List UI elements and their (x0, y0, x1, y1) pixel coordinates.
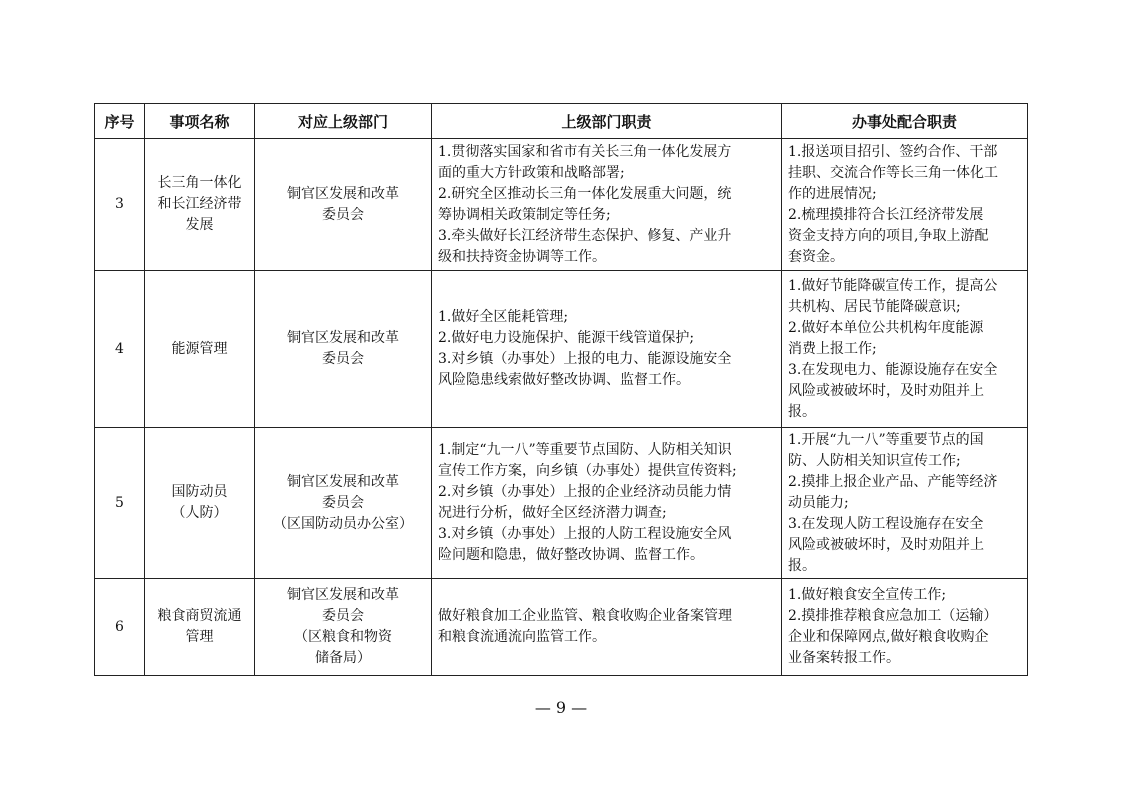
office-duty-cell (782, 579, 1028, 676)
cell-text-line: 铜官区发展和改革 (287, 330, 399, 346)
cell-text-line: 1.贯彻落实国家和省市有关长三角一体化发展方 (438, 143, 732, 160)
cell-text-line: 长三角一体化 (157, 175, 242, 191)
cell-text-line: 铜官区发展和改革 (287, 473, 399, 490)
cell-text-line: 共机构、居民节能降碳意识; (788, 298, 961, 315)
upper-duty-cell (432, 579, 782, 676)
serial-cell: 5 (95, 428, 145, 579)
cell-text-line: 粮食商贸流通 (157, 608, 242, 624)
cell-text-line: 2.做好电力设施保护、能源干线管道保护; (438, 330, 695, 346)
cell-text-line: 管理 (185, 629, 214, 645)
cell-text-line: 险问题和隐患，做好整改协调、监督工作。 (438, 547, 704, 563)
cell-text-line: 2.研究全区推动长三角一体化发展重大问题，统 (438, 185, 732, 202)
table-row (95, 139, 1028, 271)
dept-cell (255, 271, 432, 428)
duties-table (94, 103, 1028, 676)
cell-text-line: 消费上报工作; (788, 340, 877, 357)
cell-text-line: 2.摸排上报企业产品、产能等经济 (788, 473, 998, 490)
cell-text-line: 储备局） (315, 650, 371, 666)
table-row (95, 271, 1028, 428)
cell-text-line: 防、人防相关知识宣传工作; (788, 452, 961, 469)
cell-text-line: 况进行分析，做好全区经济潜力调查; (438, 505, 667, 521)
table-row (95, 428, 1028, 579)
dept-cell (255, 139, 432, 271)
cell-text-line: 风险或被破坏时，及时劝阻并上 (788, 536, 984, 553)
cell-text-line: 业备案转报工作。 (788, 650, 900, 666)
cell-text-line: （区粮食和物资 (294, 629, 392, 645)
cell-text-line: 委员会 (322, 494, 364, 511)
cell-text-line: 铜官区发展和改革 (287, 185, 399, 202)
serial-cell: 4 (95, 271, 145, 428)
cell-text-line: 委员会 (322, 351, 364, 367)
cell-text-line: 3.对乡镇（办事处）上报的电力、能源设施安全 (438, 351, 732, 367)
cell-text-line: 作的进展情况; (788, 185, 877, 202)
cell-text-line: 动员能力; (788, 494, 849, 511)
cell-text-line: 企业和保障网点,做好粮食收购企 (788, 629, 989, 645)
serial-cell: 3 (95, 139, 145, 271)
cell-text-line: 报。 (788, 403, 816, 420)
cell-text-line: 2.摸排推荐粮食应急加工（运输） (788, 608, 998, 624)
cell-text-line: 筹协调相关政策制定等任务; (438, 206, 611, 223)
cell-text-line: 委员会 (322, 608, 364, 624)
cell-text-line: （区国防动员办公室） (273, 515, 413, 532)
cell-text-line: 风险或被破坏时，及时劝阻并上 (788, 382, 984, 399)
cell-text-line: 报。 (788, 557, 816, 574)
cell-text-line: 级和扶持资金协调等工作。 (438, 248, 606, 265)
cell-text-line: 挂职、交流合作等长三角一体化工 (788, 164, 998, 181)
cell-text-line: 1.做好全区能耗管理; (438, 309, 569, 325)
cell-text-line: 3.在发现电力、能源设施存在安全 (788, 361, 998, 378)
header-item-name: 事项名称 (145, 104, 255, 139)
cell-text-line: 铜官区发展和改革 (287, 587, 399, 603)
table-row (95, 579, 1028, 676)
cell-text-line: 1.制定“九一八”等重要节点国防、人防相关知识 (438, 442, 732, 458)
cell-text-line: 套资金。 (788, 248, 844, 265)
header-dept: 对应上级部门 (255, 104, 432, 139)
cell-text-line: 3.牵头做好长江经济带生态保护、修复、产业升 (438, 227, 732, 244)
cell-text-line: 国防动员 (171, 484, 228, 500)
cell-text-line: 风险隐患线索做好整改协调、监督工作。 (438, 372, 690, 388)
header-office-duty: 办事处配合职责 (782, 104, 1028, 139)
table-header-row (95, 104, 1028, 139)
cell-text-line: 和长江经济带 (157, 196, 242, 212)
upper-duty-cell (432, 428, 782, 579)
cell-text-line: 能源管理 (171, 340, 228, 357)
cell-text-line: 和粮食流通流向监管工作。 (438, 629, 606, 645)
dept-cell (255, 579, 432, 676)
upper-duty-cell (432, 139, 782, 271)
office-duty-cell (782, 428, 1028, 579)
cell-text-line: 面的重大方针政策和战略部署; (438, 164, 625, 181)
header-serial: 序号 (95, 104, 145, 139)
cell-text-line: （人防） (171, 505, 228, 521)
item-name-cell (145, 139, 255, 271)
cell-text-line: 宣传工作方案，向乡镇（办事处）提供宣传资料; (438, 463, 737, 479)
cell-text-line: 做好粮食加工企业监管、粮食收购企业备案管理 (438, 608, 732, 624)
upper-duty-cell (432, 271, 782, 428)
cell-text-line: 发展 (185, 217, 214, 233)
item-name-cell (145, 579, 255, 676)
cell-text-line: 1.做好节能降碳宣传工作，提高公 (788, 277, 998, 294)
cell-text-line: 2.做好本单位公共机构年度能源 (788, 319, 984, 336)
cell-text-line: 资金支持方向的项目,争取上游配 (788, 227, 989, 244)
office-duty-cell (782, 139, 1028, 271)
cell-text-line: 委员会 (322, 206, 364, 223)
header-upper-duty: 上级部门职责 (432, 104, 782, 139)
page-number: — 9 — (534, 698, 588, 717)
cell-text-line: 1.做好粮食安全宣传工作; (788, 587, 947, 603)
cell-text-line: 1.报送项目招引、签约合作、干部 (788, 143, 998, 160)
dept-cell (255, 428, 432, 579)
office-duty-cell (782, 271, 1028, 428)
cell-text-line: 2.梳理摸排符合长江经济带发展 (788, 206, 984, 223)
item-name-cell (145, 271, 255, 428)
cell-text-line: 3.对乡镇（办事处）上报的人防工程设施安全风 (438, 526, 732, 542)
cell-text-line: 1.开展“九一八”等重要节点的国 (788, 431, 984, 448)
cell-text-line: 3.在发现人防工程设施存在安全 (788, 515, 984, 532)
item-name-cell (145, 428, 255, 579)
cell-text-line: 2.对乡镇（办事处）上报的企业经济动员能力情 (438, 484, 732, 500)
serial-cell: 6 (95, 579, 145, 676)
